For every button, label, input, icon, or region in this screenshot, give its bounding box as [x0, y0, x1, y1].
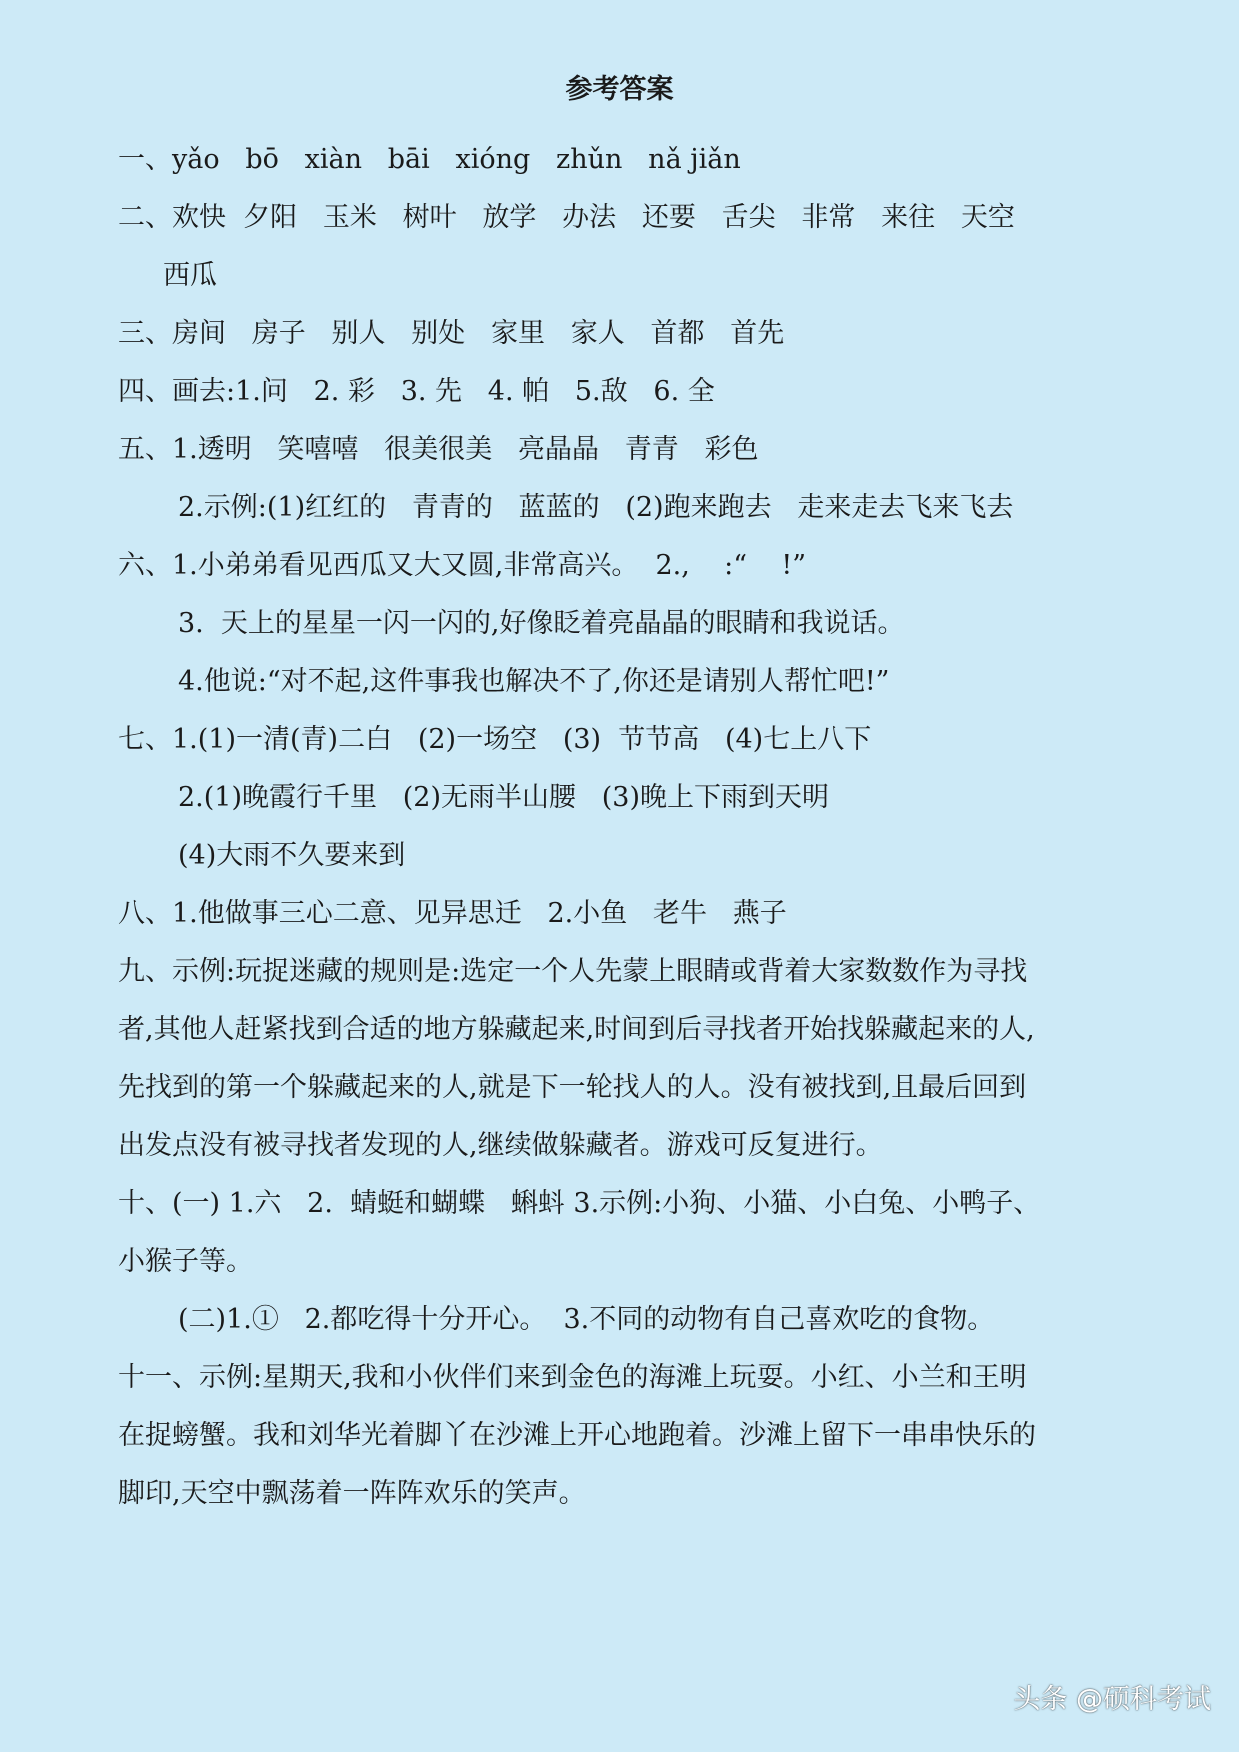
- page-title: 参考答案: [565, 74, 674, 105]
- answer-line-7: 七、1.(1)一清(青)二白 (2)一场空 (3) 节节高 (4)七上八下: [118, 724, 872, 755]
- answer-line-10-cont: 小猴子等。: [118, 1246, 253, 1277]
- watermark: 头条 @硕科考试: [1013, 1684, 1211, 1715]
- answer-line-4: 四、画去:1.问 2. 彩 3. 先 4. 帕 5.敌 6. 全: [118, 376, 715, 407]
- answer-line-10: 十、(一) 1.六 2. 蜻蜓和蝴蝶 蝌蚪 3.示例:小狗、小猫、小白兔、小鸭子、: [118, 1188, 1041, 1219]
- answer-line-8: 八、1.他做事三心二意、见异思迁 2.小鱼 老牛 燕子: [118, 898, 787, 929]
- answer-line-10-2: (二)1.① 2.都吃得十分开心。 3.不同的动物有自己喜欢吃的食物。: [178, 1304, 995, 1335]
- answer-line-1: 一、yǎo bō xiàn bāi xióng zhǔn nǎ jiǎn: [118, 144, 741, 175]
- answer-line-6: 六、1.小弟弟看见西瓜又大又圆,非常高兴。 2., :“ !”: [118, 550, 807, 581]
- answer-line-5: 五、1.透明 笑嘻嘻 很美很美 亮晶晶 青青 彩色: [118, 434, 759, 465]
- answer-line-3: 三、房间 房子 别人 别处 家里 家人 首都 首先: [118, 318, 785, 349]
- answer-line-9-cont-2: 先找到的第一个躲藏起来的人,就是下一轮找人的人。没有被找到,且最后回到: [118, 1072, 1027, 1103]
- answer-line-7-2: 2.(1)晚霞行千里 (2)无雨半山腰 (3)晚上下雨到天明: [178, 782, 829, 813]
- answer-line-5-2: 2.示例:(1)红红的 青青的 蓝蓝的 (2)跑来跑去 走来走去飞来飞去: [178, 492, 1014, 523]
- answer-line-2-cont: 西瓜: [163, 260, 217, 291]
- answer-line-9: 九、示例:玩捉迷藏的规则是:选定一个人先蒙上眼睛或背着大家数数作为寻找: [118, 956, 1028, 987]
- answer-line-7-2-cont: (4)大雨不久要来到: [178, 840, 406, 871]
- answer-line-6-4: 4.他说:“对不起,这件事我也解决不了,你还是请别人帮忙吧!”: [178, 666, 890, 697]
- answer-line-6-3: 3. 天上的星星一闪一闪的,好像眨着亮晶晶的眼睛和我说话。: [178, 608, 905, 639]
- answer-line-11-cont-1: 在捉螃蟹。我和刘华光着脚丫在沙滩上开心地跑着。沙滩上留下一串串快乐的: [118, 1420, 1036, 1451]
- answer-line-2: 二、欢快 夕阳 玉米 树叶 放学 办法 还要 舌尖 非常 来往 天空: [118, 202, 1015, 233]
- answer-line-9-cont-1: 者,其他人赶紧找到合适的地方躲藏起来,时间到后寻找者开始找躲藏起来的人,: [118, 1014, 1035, 1045]
- answer-line-11: 十一、示例:星期天,我和小伙伴们来到金色的海滩上玩耍。小红、小兰和王明: [118, 1362, 1027, 1393]
- answer-line-9-cont-3: 出发点没有被寻找者发现的人,继续做躲藏者。游戏可反复进行。: [118, 1130, 883, 1161]
- answer-line-11-cont-2: 脚印,天空中飘荡着一阵阵欢乐的笑声。: [118, 1478, 586, 1509]
